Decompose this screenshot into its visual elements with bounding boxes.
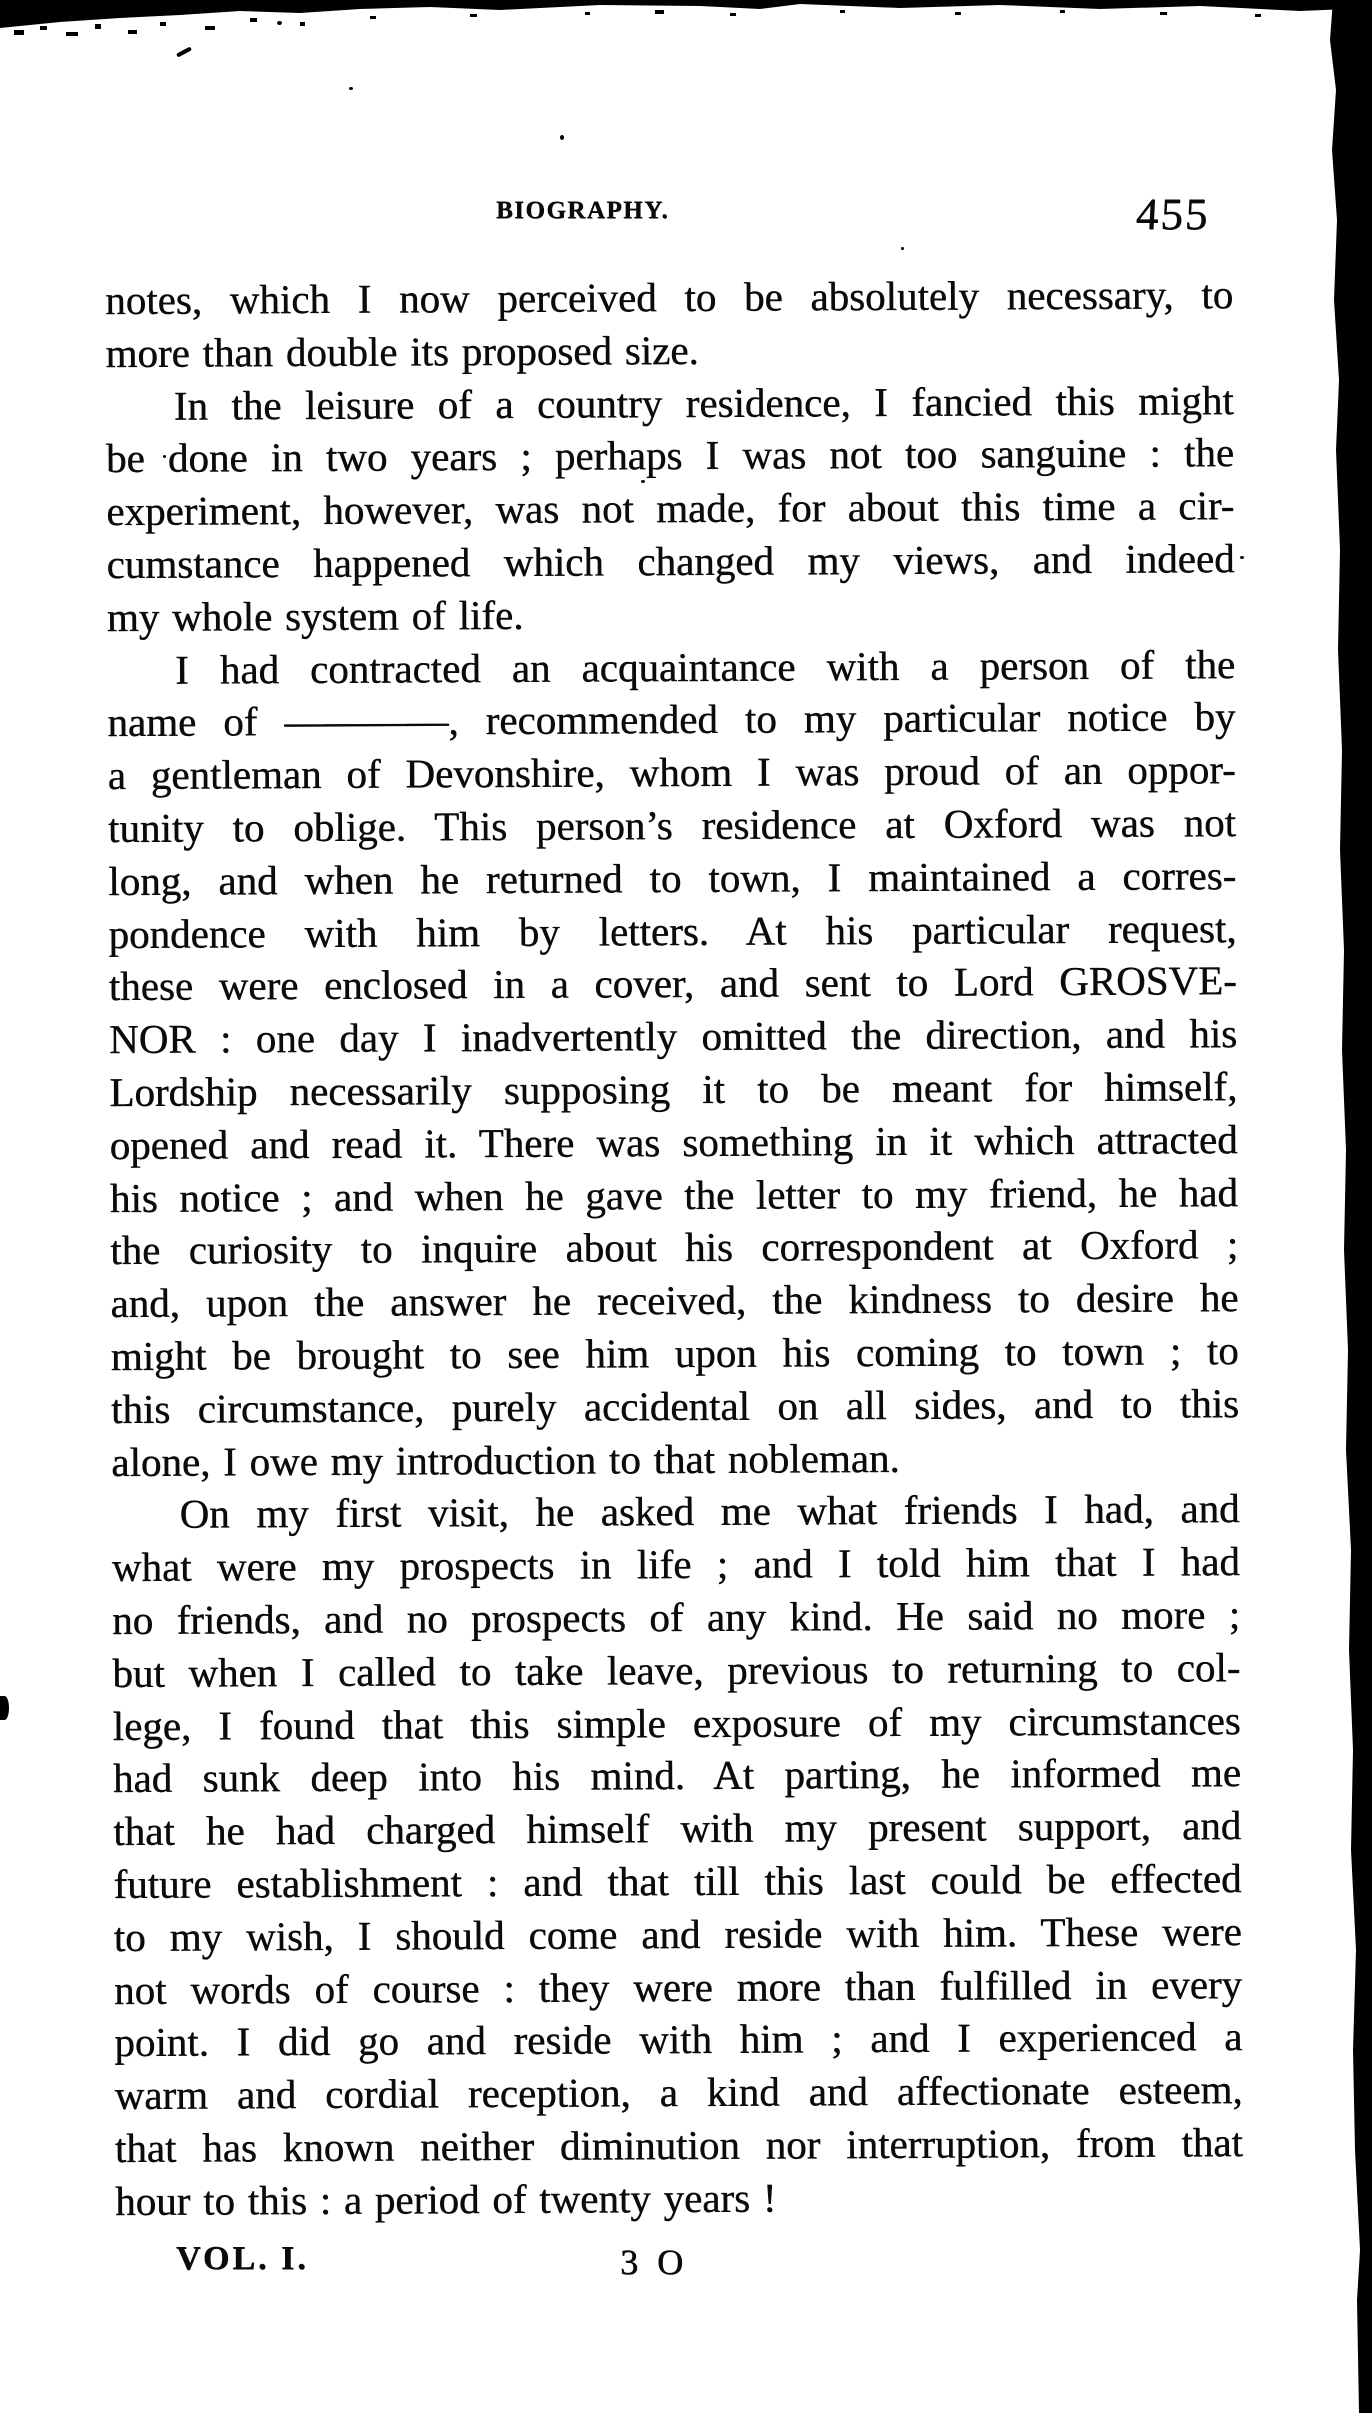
text-line: had sunk deep into his mind. At parting, he informed me xyxy=(112,1749,1241,1802)
text-line: a gentleman of Devonshire, whom I was proud of an oppor- xyxy=(107,746,1236,799)
text-line: point. I did go and reside with him ; and I experienced a xyxy=(114,2013,1243,2066)
body-text xyxy=(105,268,1243,2227)
scan-speck xyxy=(560,135,564,140)
text-line: this circumstance, purely accidental on all sides, and to this xyxy=(110,1379,1240,1432)
text-line: pondence with him by letters. At his particular request, xyxy=(108,904,1237,957)
text-line: that he had charged himself with my present support, and xyxy=(113,1802,1242,1855)
text-line: not words of course : they were more than fulfilled in every xyxy=(113,1960,1243,2013)
scan-speck xyxy=(277,21,282,25)
text-line: hour to this : a period of twenty years ! xyxy=(114,2174,777,2224)
text-line: Lordship necessarily supposing it to be meant for himself, xyxy=(109,1062,1238,1115)
text-line: alone, I owe my introduction to that nobleman. xyxy=(111,1434,900,1485)
text-line: opened and read it. There was something in it which attracted xyxy=(109,1115,1238,1168)
text-line: NOR : one day I inadvertently omitted the direction, and his xyxy=(108,1010,1238,1063)
text-line: lege, I found that this simple exposure of my circumstances xyxy=(112,1696,1241,1749)
text-line: these were enclosed in a cover, and sent to Lord GROSVE- xyxy=(108,957,1237,1010)
scan-edge-right xyxy=(1327,0,1372,2413)
text-line: On my first visit, he asked me what friends I had, and xyxy=(179,1485,1240,1537)
scan-speck xyxy=(0,1696,9,1720)
text-line: more than double its proposed size. xyxy=(105,326,699,376)
scan-speck xyxy=(1240,556,1244,559)
scan-edge-top xyxy=(0,0,1372,42)
text-line: that has known neither diminution nor interruption, from that xyxy=(114,2118,1243,2171)
text-line: future establishment : and that till this last could be effected xyxy=(113,1854,1242,1907)
text-line: warm and cordial reception, a kind and affectionate esteem, xyxy=(114,2066,1243,2119)
text-line: be done in two years ; perhaps I was not too sanguine : the xyxy=(105,429,1235,482)
text-line: the curiosity to inquire about his correspondent at Oxford ; xyxy=(109,1221,1239,1274)
text-line: to my wish, I should come and reside with him. These were xyxy=(113,1907,1242,1960)
text-line: cumstance happened which changed my views, and indeed xyxy=(106,535,1235,587)
text-line: notes, which I now perceived to be absolutely necessary, to xyxy=(105,271,1234,323)
scan-speck xyxy=(901,247,904,250)
text-line: In the leisure of a country residence, I fancied this might xyxy=(173,376,1234,429)
text-line: long, and when he returned to town, I maintained a corres- xyxy=(108,851,1237,904)
text-line: his notice ; and when he gave the letter to my friend, he had xyxy=(109,1168,1238,1221)
text-line: what were my prospects in life ; and I told him that I had xyxy=(111,1538,1240,1591)
running-title: BIOGRAPHY. xyxy=(496,197,670,224)
signature-mark: 3 O xyxy=(620,2242,688,2282)
volume-label: VOL. I. xyxy=(176,2240,309,2277)
text-line: but when I called to take leave, previous to returning to col- xyxy=(112,1643,1241,1696)
text-line: and, upon the answer he received, the kindness to desire he xyxy=(110,1274,1239,1327)
text-line: experiment, however, was not made, for about this time a cir- xyxy=(106,482,1235,535)
scan-speck xyxy=(176,46,192,57)
text-line: might be brought to see him upon his coming to town ; to xyxy=(110,1326,1239,1379)
text-line: name of ————, recommended to my particular notice by xyxy=(107,693,1236,746)
text-line: I had contracted an acquaintance with a person of the xyxy=(174,640,1236,693)
text-line: my whole system of life. xyxy=(106,591,524,640)
scan-speck xyxy=(349,87,353,90)
text-line: no friends, and no prospects of any kind. He said no more ; xyxy=(111,1590,1241,1643)
text-line: tunity to oblige. This person’s residence at Oxford was not xyxy=(107,799,1237,851)
page-number: 455 xyxy=(1134,189,1211,239)
